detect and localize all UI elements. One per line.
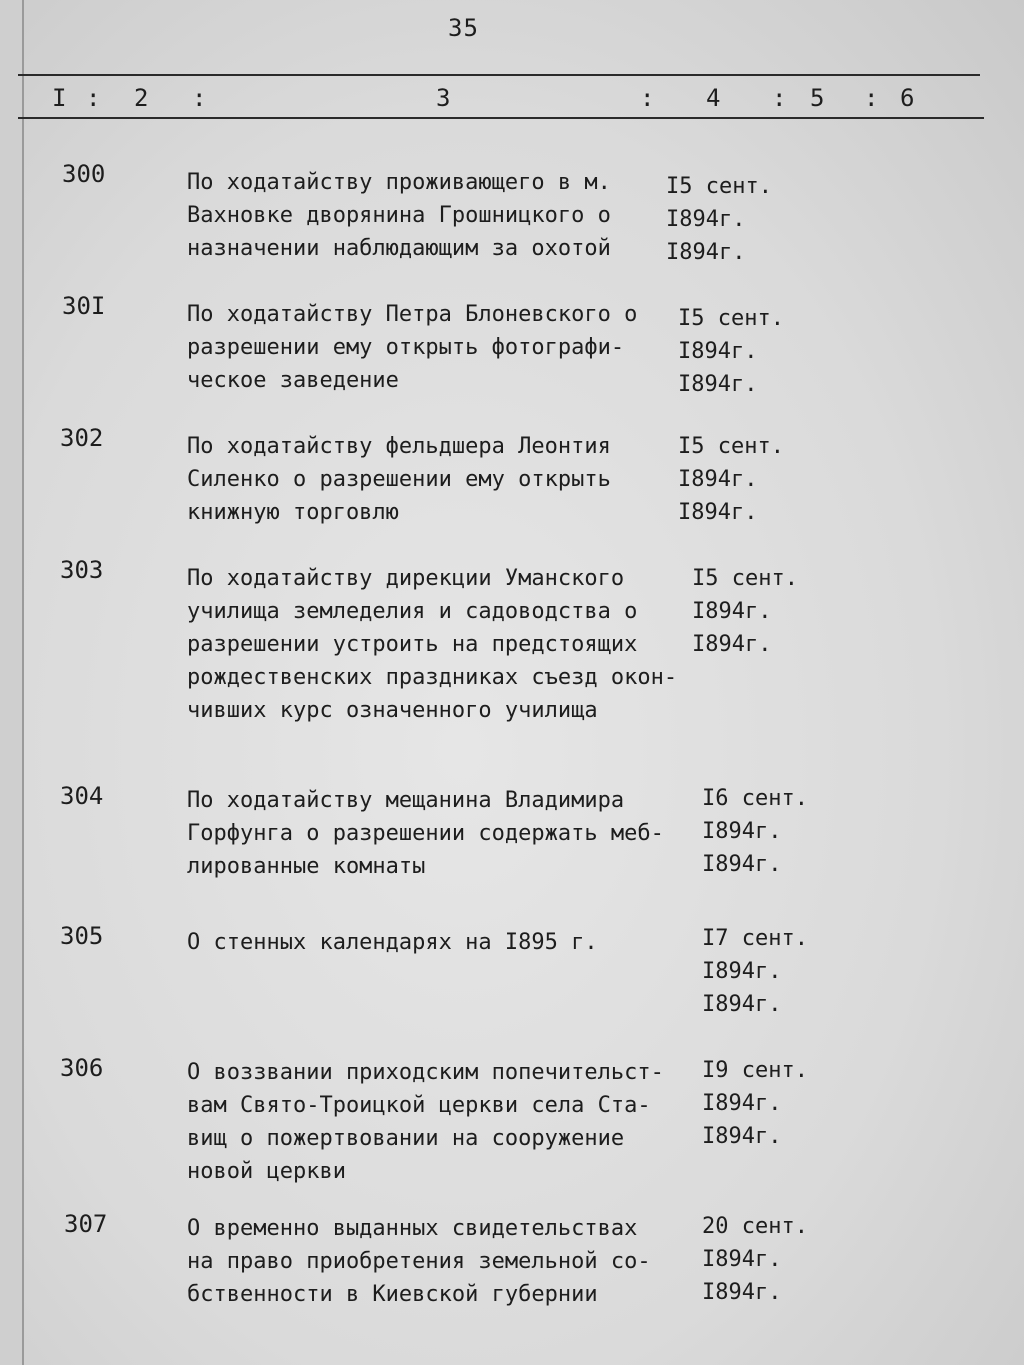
- description-line: По ходатайству Петра Блоневского о: [187, 302, 638, 327]
- entry-dates: [702, 782, 808, 881]
- date-year-end: I894г.: [678, 500, 758, 525]
- page-number: 35: [448, 14, 479, 42]
- description-line: Горфунга о разрешении содержать меб-: [187, 821, 664, 846]
- date-start: I5 сент.: [692, 566, 798, 591]
- description-line: лированные комнаты: [187, 854, 426, 879]
- entry-dates: [666, 170, 772, 269]
- entry-dates: [692, 562, 798, 661]
- entry-description: [187, 430, 707, 529]
- header-col-1: I: [52, 84, 67, 112]
- entry-description: [187, 784, 707, 883]
- date-year-end: I894г.: [702, 1280, 782, 1305]
- entry-number: 30I: [62, 292, 106, 320]
- date-start: I9 сент.: [702, 1058, 808, 1083]
- date-start: 20 сент.: [702, 1214, 808, 1239]
- date-start: I5 сент.: [678, 306, 784, 331]
- entry-dates: [678, 430, 784, 529]
- header-col-6: 6: [900, 84, 915, 112]
- date-year-end: I894г.: [678, 372, 758, 397]
- header-sep-1: :: [86, 84, 101, 112]
- description-line: О стенных календарях на I895 г.: [187, 930, 598, 955]
- date-year-start: I894г.: [702, 959, 782, 984]
- date-start: I7 сент.: [702, 926, 808, 951]
- header-col-2: 2: [134, 84, 149, 112]
- header-sep-5: :: [864, 84, 879, 112]
- description-line: По ходатайству фельдшера Леонтия: [187, 434, 611, 459]
- entry-dates: [702, 1054, 808, 1153]
- header-sep-3: :: [640, 84, 655, 112]
- description-line: вищ о пожертвовании на сооружение: [187, 1126, 625, 1151]
- header-sep-2: :: [192, 84, 207, 112]
- date-year-start: I894г.: [702, 1247, 782, 1272]
- entry-number: 302: [60, 424, 104, 452]
- entry-dates: [702, 1210, 808, 1309]
- date-start: I5 сент.: [666, 174, 772, 199]
- header-bottom-rule: [18, 117, 984, 119]
- description-line: чивших курс означенного училища: [187, 698, 598, 723]
- description-line: Вахновке дворянина Грошницкого о: [187, 203, 611, 228]
- entry-number: 303: [60, 556, 104, 584]
- description-line: разрешении ему открыть фотографи-: [187, 335, 625, 360]
- date-year-start: I894г.: [678, 339, 758, 364]
- description-line: училища земледелия и садоводства о: [187, 599, 638, 624]
- description-line: рождественских праздниках съезд окон-: [187, 665, 678, 690]
- description-line: Силенко о разрешении ему открыть: [187, 467, 611, 492]
- entry-description: [187, 926, 707, 959]
- date-start: I5 сент.: [678, 434, 784, 459]
- date-year-start: I894г.: [702, 819, 782, 844]
- date-year-start: I894г.: [678, 467, 758, 492]
- description-line: О воззвании приходским попечительст-: [187, 1060, 664, 1085]
- entry-dates: [678, 302, 784, 401]
- header-col-5: 5: [810, 84, 825, 112]
- description-line: О временно выданных свидетельствах: [187, 1216, 638, 1241]
- entry-number: 306: [60, 1054, 104, 1082]
- date-year-start: I894г.: [692, 599, 772, 624]
- entry-description: [187, 298, 707, 397]
- entry-description: [187, 1212, 707, 1311]
- header-col-3: 3: [436, 84, 451, 112]
- description-line: новой церкви: [187, 1159, 346, 1184]
- description-line: вам Свято-Троицкой церкви села Ста-: [187, 1093, 651, 1118]
- header-col-4: 4: [706, 84, 721, 112]
- date-year-end: I894г.: [702, 1124, 782, 1149]
- description-line: книжную торговлю: [187, 500, 399, 525]
- date-year-start: I894г.: [666, 207, 746, 232]
- description-line: По ходатайству проживающего в м.: [187, 170, 611, 195]
- entry-number: 307: [64, 1210, 108, 1238]
- entry-description: [187, 166, 707, 265]
- description-line: назначении наблюдающим за охотой: [187, 236, 611, 261]
- description-line: По ходатайству мещанина Владимира: [187, 788, 625, 813]
- date-year-start: I894г.: [702, 1091, 782, 1116]
- header-top-rule: [18, 74, 980, 76]
- description-line: бственности в Киевской губернии: [187, 1282, 598, 1307]
- entry-number: 304: [60, 782, 104, 810]
- description-line: По ходатайству дирекции Уманского: [187, 566, 625, 591]
- description-line: на право приобретения земельной со-: [187, 1249, 651, 1274]
- date-year-end: I894г.: [702, 992, 782, 1017]
- binding-margin: [0, 0, 24, 1365]
- header-sep-4: :: [772, 84, 787, 112]
- entry-number: 305: [60, 922, 104, 950]
- entry-description: [187, 562, 707, 727]
- description-line: разрешении устроить на предстоящих: [187, 632, 638, 657]
- date-year-end: I894г.: [692, 632, 772, 657]
- description-line: ческое заведение: [187, 368, 399, 393]
- entry-description: [187, 1056, 707, 1188]
- date-start: I6 сент.: [702, 786, 808, 811]
- date-year-end: I894г.: [702, 852, 782, 877]
- date-year-end: I894г.: [666, 240, 746, 265]
- entry-number: 300: [62, 160, 106, 188]
- entry-dates: [702, 922, 808, 1021]
